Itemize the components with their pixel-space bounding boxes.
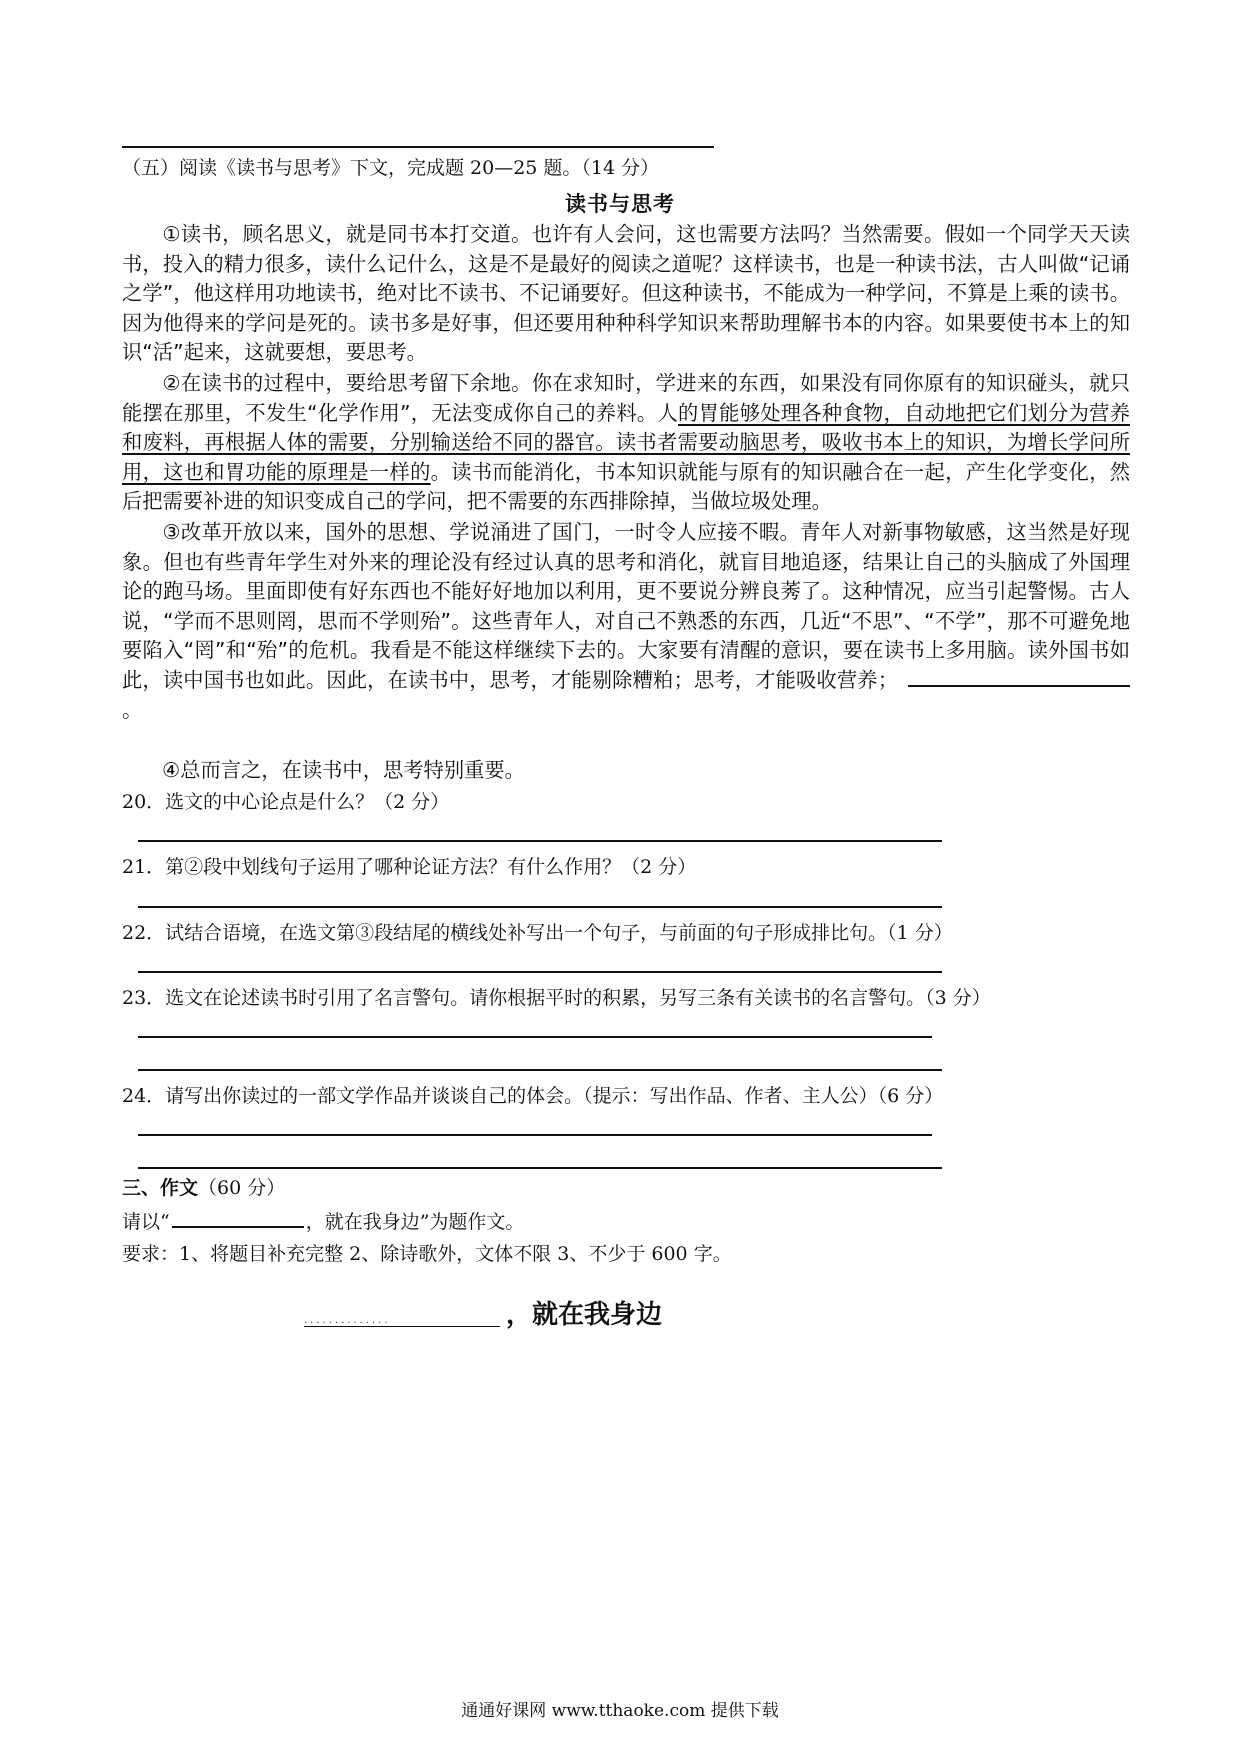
top-rule [122,146,714,148]
paragraph-3-text: ③改革开放以来，国外的思想、学说涌进了国门，一时令人应接不暇。青年人对新事物敏感，这当然是好现象。但也有些青年学生对外来的理论没有经过认真的思考和消化，就盲目地追逐，结果让自己的头脑成了外国理论的跑马场。里面即使有好东西也不能好好地加以利用，更不要说分辨良莠了。这种情况，应当引起警惕。古人说，“学而不思则罔，思而不学则殆”。这些青年人，对自己不熟悉的东西，几近“不思”、“不学”，那不可避免地要陷入“罔”和“殆”的危机。我看是不能这样继续下去的。大家要有清醒的意识，要在读书上多用脑。读外国书如此，读中国书也如此。因此，在读书中，思考，才能剔除糟粕；思考，才能吸收营养； [122,520,1130,692]
paragraph-2-underlined-sentence: 的胃能够处理各种食物，自动地把它们划分为营养和废料，再根据人体的需要，分别输送给不同的器官。读书者需要动脑思考，吸收书本上的知识，为增长学问所用，这也和胃功能的原理是一样的 [122,400,1130,484]
paragraph-1 [122,220,1130,368]
answer-line-21[interactable] [138,906,942,908]
essay-title-blank[interactable] [172,1210,304,1228]
paragraph-4-text: ④总而言之，在读书中，思考特别重要。 [162,758,525,782]
answer-line-23b[interactable] [138,1069,942,1071]
answer-line-23a[interactable] [138,1036,932,1038]
question-24: 24．请写出你读过的一部文学作品并谈谈自己的体会。（提示：写出作品、作者、主人公）（6 分） [122,1085,944,1107]
essay-title [304,1294,662,1331]
question-23: 23．选文在论述读书时引用了名言警句。请你根据平时的积累，另写三条有关读书的名言警句。（3 分） [122,987,991,1009]
essay-heading-label: 三、作文 [122,1177,199,1199]
fill-in-blank[interactable] [908,667,1130,687]
paragraph-2-text-start: ②在读书的过程中，要给思考留下余地。你在求知时，学进来的东西，如果没有同你原有的知识碰头，就只能摆在那里，不发生“化学作用”，无法变成你自己的养料。人 [122,371,1130,425]
question-21: 21．第②段中划线句子运用了哪种论证方法？有什么作用？（2 分） [122,856,697,878]
essay-prompt [122,1210,524,1234]
paragraph-3-end: 。 [122,697,143,722]
essay-points: （60 分） [198,1177,286,1199]
answer-line-24a[interactable] [138,1134,932,1136]
essay-title-text: ，就在我身边 [506,1300,663,1330]
paragraph-3 [122,518,1130,725]
answer-line-20[interactable] [138,840,942,842]
article-title: 读书与思考 [565,192,675,216]
essay-heading [122,1176,285,1200]
essay-prompt-start: 请以“ [122,1211,170,1233]
paragraph-4 [122,756,1130,786]
page-footer: 通通好课网 www.tthaoke.com 提供下载 [461,1701,779,1721]
paragraph-2-text-end: 。读书而能消化，书本知识就能与原有的知识融合在一起，产生化学变化，然后把需要补进的知识变成自己的学问，把不需要的东西排除掉，当做垃圾处理。 [122,459,1130,514]
answer-line-24b[interactable] [138,1167,942,1169]
answer-line-22[interactable] [138,971,942,973]
essay-prompt-end: ，就在我身边”为题作文。 [305,1211,525,1233]
essay-title-dotted-blank[interactable]: .............. [304,1315,500,1327]
paragraph-2 [122,369,1130,517]
question-22: 22．试结合语境，在选文第③段结尾的横线处补写出一个句子，与前面的句子形成排比句。（1 分） [122,922,953,944]
question-20: 20．选文的中心论点是什么？（2 分） [122,791,450,813]
section-heading: （五）阅读《读书与思考》下文，完成题 20—25 题。（14 分） [122,157,660,179]
essay-requirements: 要求：1、将题目补充完整 2、除诗歌外，文体不限 3、不少于 600 字。 [122,1243,732,1265]
paragraph-1-text: ①读书，顾名思义，就是同书本打交道。也许有人会问，这也需要方法吗？当然需要。假如一个同学天天读书，投入的精力很多，读什么记什么，这是不是最好的阅读之道呢？这样读书，也是一种读书法，古人叫做“记诵之学”，他这样用功地读书，绝对比不读书、不记诵要好。但这种读书，不能成为一种学问，不算是上乘的读书。因为他得来的学问是死的。读书多是好事，但还要用种种科学知识来帮助理解书本的内容。如果要使书本上的知识“活”起来，这就要想，要思考。 [122,222,1130,365]
